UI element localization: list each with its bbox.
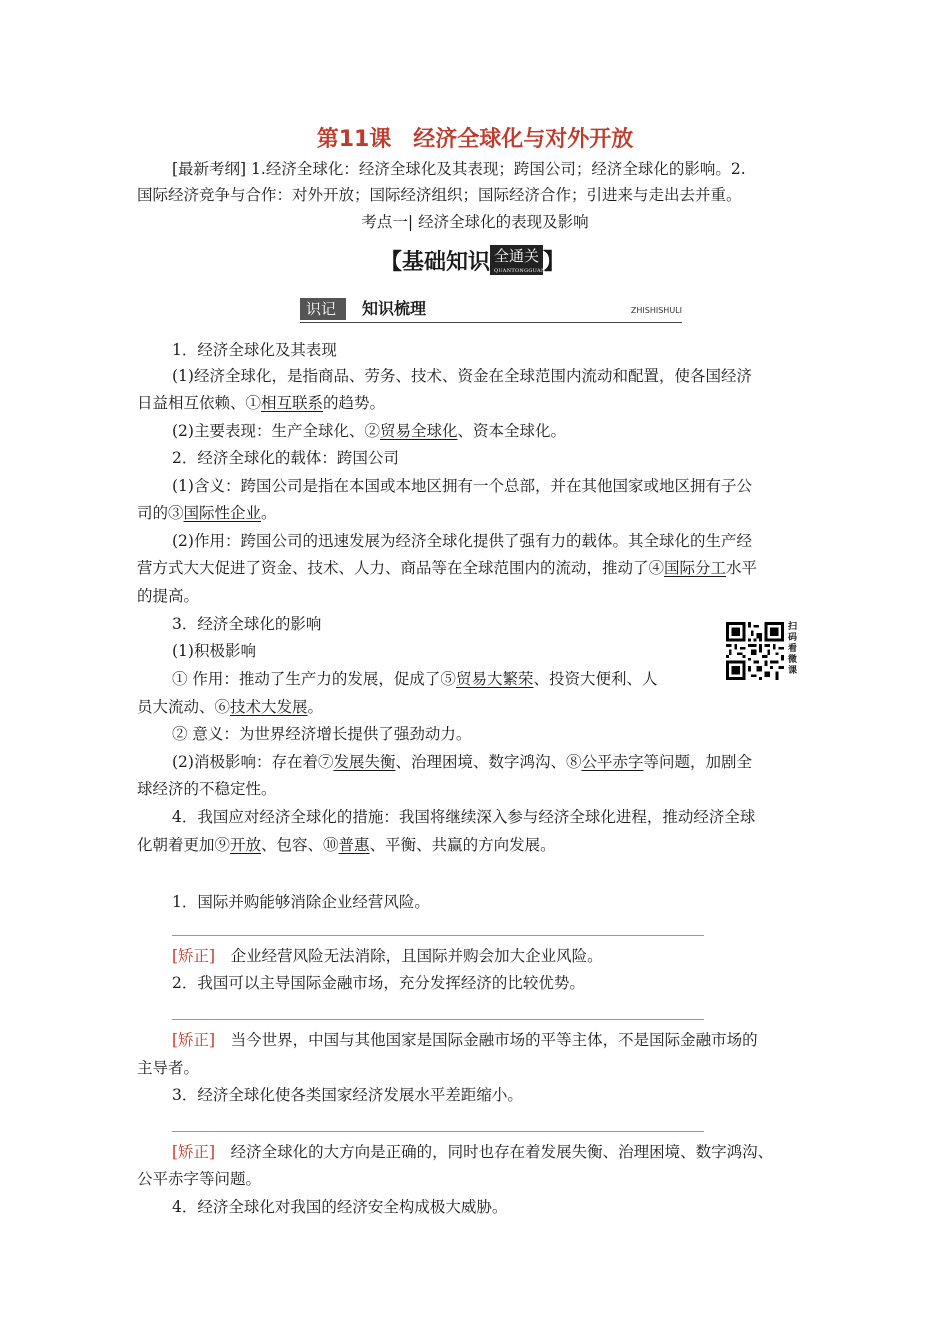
text-span: 水平 bbox=[726, 559, 758, 577]
text-span: 、资本全球化。 bbox=[457, 422, 566, 440]
text-span: 、治理困境、数字鸿沟、⑧ bbox=[395, 753, 582, 771]
item-1-p1a: (1)经济全球化，是指商品、劳务、技术、资金在全球范围内流动和配置，使各国经济 bbox=[172, 367, 752, 385]
item-3-p6b bbox=[137, 697, 323, 717]
banner-basic-knowledge bbox=[380, 245, 590, 277]
answer-8: 公平赤字 bbox=[581, 753, 644, 771]
answer-7: 发展失衡 bbox=[333, 753, 396, 771]
judge-a3b: 公平赤字等问题。 bbox=[137, 1170, 262, 1188]
item-2-heading: 2．经济全球化的载体：跨国公司 bbox=[172, 449, 399, 467]
text-span: 。 bbox=[307, 698, 324, 716]
item-2-p4b bbox=[137, 558, 757, 578]
exam-outline-tag: [最新考纲] bbox=[172, 160, 247, 178]
banner-open-bracket: 【 bbox=[380, 250, 403, 275]
text-span: 。 bbox=[261, 504, 277, 522]
judge-a1 bbox=[172, 946, 603, 966]
text-span: 、包容、⑩ bbox=[261, 836, 339, 854]
item-2-p4c: 的提高。 bbox=[137, 587, 200, 605]
answer-line bbox=[172, 1131, 704, 1132]
correction-tag: [矫正] bbox=[172, 1031, 216, 1049]
answer-3: 国际性企业 bbox=[183, 504, 262, 522]
item-3-p8b: 球经济的不稳定性。 bbox=[137, 780, 277, 798]
text-span: 化朝着更加⑨ bbox=[137, 836, 231, 854]
text-span: 、平衡、共赢的方向发展。 bbox=[369, 836, 556, 854]
item-1-p1b bbox=[137, 393, 385, 413]
item-2-p4a: (2)作用：跨国公司的迅速发展为经济全球化提供了强有力的载体。其全球化的生产经 bbox=[172, 532, 752, 550]
item-2-p3b bbox=[137, 503, 277, 523]
item-1-p2 bbox=[172, 421, 566, 441]
answer-2: 贸易全球化 bbox=[379, 422, 458, 440]
text-span: 日益相互依赖、① bbox=[137, 394, 262, 412]
text-span: 等问题，加剧全 bbox=[643, 753, 753, 771]
exam-outline-text1: 1.经济全球化：经济全球化及其表现；跨国公司；经济全球化的影响。2. bbox=[251, 160, 746, 178]
qr-caption bbox=[788, 622, 800, 677]
text-span: 员大流动、⑥ bbox=[137, 698, 231, 716]
item-3-p7: ② 意义：为世界经济增长提供了强劲动力。 bbox=[172, 725, 472, 743]
judge-q1: 1．国际并购能够消除企业经营风险。 bbox=[172, 893, 430, 911]
item-3-p8a bbox=[172, 752, 752, 772]
answer-line bbox=[172, 1019, 704, 1020]
banner-badge-text: 全通关 bbox=[494, 247, 540, 265]
banner-text: 基础知识 bbox=[402, 250, 491, 275]
answer-5: 贸易大繁荣 bbox=[455, 670, 534, 688]
judge-q2: 2．我国可以主导国际金融市场，充分发挥经济的比较优势。 bbox=[172, 974, 585, 992]
qr-caption-char: 课 bbox=[788, 666, 798, 676]
banner-badge-sub: QUANTONGGUAN bbox=[494, 268, 546, 274]
page-title: 第11课 经济全球化与对外开放 bbox=[316, 127, 634, 152]
section-en: ZHISHISHULI bbox=[630, 306, 682, 315]
correction-tag: [矫正] bbox=[172, 1143, 216, 1161]
text-span: ① 作用：推动了生产力的发展，促成了⑤ bbox=[172, 670, 456, 688]
text-span: (2)消极影响：存在着⑦ bbox=[172, 753, 334, 771]
answer-10: 普惠 bbox=[338, 836, 370, 854]
judge-q3: 3．经济全球化使各类国家经济发展水平差距缩小。 bbox=[172, 1086, 523, 1104]
qr-caption-char: 码 bbox=[788, 633, 798, 643]
correction-tag: [矫正] bbox=[172, 947, 216, 965]
exam-outline-line2: 国际经济竞争与合作：对外开放；国际经济组织；国际经济合作；引进来与走出去并重。 bbox=[137, 186, 742, 204]
qr-caption-char: 看 bbox=[788, 644, 798, 654]
text-span: (2)主要表现：生产全球化、② bbox=[172, 422, 380, 440]
answer-6: 技术大发展 bbox=[230, 698, 308, 716]
answer-4: 国际分工 bbox=[664, 559, 727, 577]
banner-close-bracket: 】 bbox=[543, 250, 566, 275]
judge-a2b: 主导者。 bbox=[137, 1059, 200, 1077]
banner-badge bbox=[490, 245, 546, 275]
item-2-p3a: (1)含义：跨国公司是指在本国或本地区拥有一个总部，并在其他国家或地区拥有子公 bbox=[172, 477, 752, 495]
item-1-heading: 1．经济全球化及其表现 bbox=[172, 341, 337, 359]
judge-a3a bbox=[172, 1142, 773, 1162]
item-4-b bbox=[137, 835, 556, 855]
text-span: 的趋势。 bbox=[323, 394, 386, 412]
text-span: 当今世界，中国与其他国家是国际金融市场的平等主体，不是国际金融市场的 bbox=[230, 1031, 758, 1049]
exam-outline-line1 bbox=[172, 159, 746, 179]
answer-9: 开放 bbox=[230, 836, 262, 854]
qr-code-icon[interactable] bbox=[726, 622, 784, 680]
text-span: 营方式大大促进了资金、技术、人力、商品等在全球范围内的流动，推动了④ bbox=[137, 559, 665, 577]
text-span: 企业经营风险无法消除，且国际并购会加大企业风险。 bbox=[230, 947, 603, 965]
answer-line bbox=[172, 935, 704, 936]
section-header bbox=[300, 298, 682, 323]
judge-a2a bbox=[172, 1030, 758, 1050]
item-3-p5: (1)积极影响 bbox=[172, 642, 256, 660]
answer-1: 相互联系 bbox=[261, 394, 324, 412]
text-span: 司的③ bbox=[137, 504, 184, 522]
qr-caption-char: 扫 bbox=[788, 622, 798, 632]
text-span: 、投资大便利、人 bbox=[533, 670, 658, 688]
point-heading: 考点一| 经济全球化的表现及影响 bbox=[361, 213, 589, 231]
section-tag: 识记 bbox=[300, 298, 346, 320]
qr-caption-char: 微 bbox=[788, 655, 798, 665]
item-3-p6a bbox=[172, 669, 657, 689]
section-title: 知识梳理 bbox=[362, 299, 427, 318]
item-4-a: 4．我国应对经济全球化的措施：我国将继续深入参与经济全球化进程，推动经济全球 bbox=[172, 808, 756, 826]
judge-q4: 4．经济全球化对我国的经济安全构成极大威胁。 bbox=[172, 1198, 508, 1216]
item-3-heading: 3．经济全球化的影响 bbox=[172, 615, 322, 633]
text-span: 经济全球化的大方向是正确的，同时也存在着发展失衡、治理困境、数字鸿沟、 bbox=[230, 1143, 774, 1161]
